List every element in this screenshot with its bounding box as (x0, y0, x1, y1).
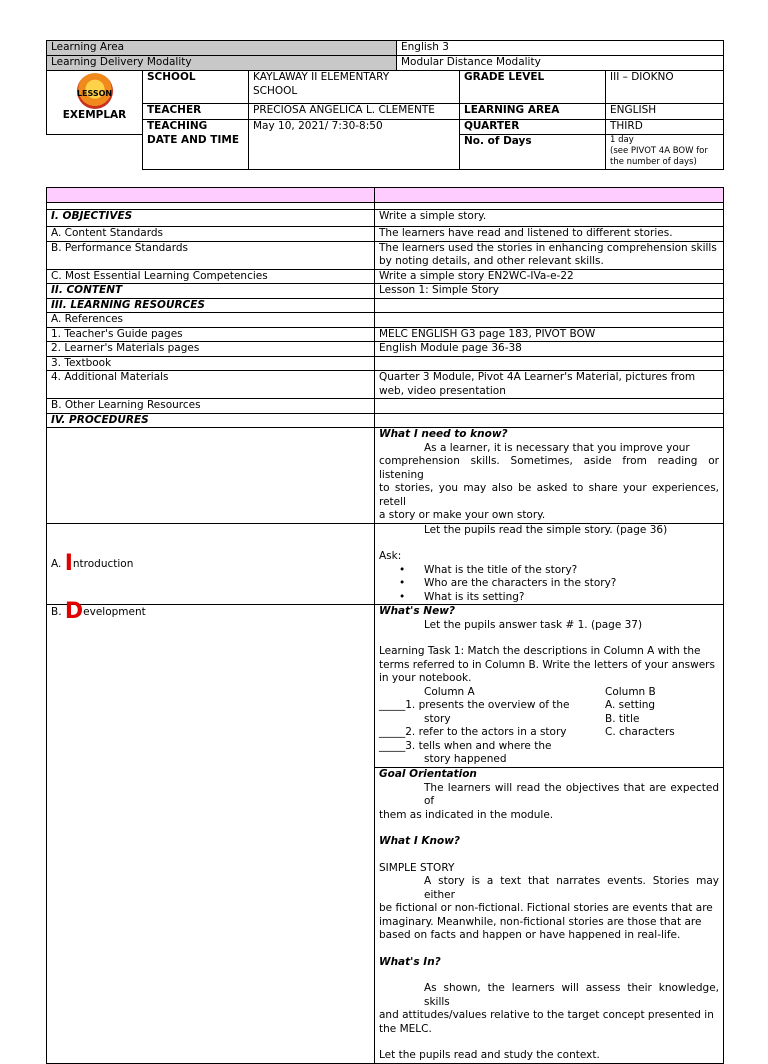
learning-resources-value (375, 298, 724, 313)
need-to-know-cell (375, 428, 724, 524)
learning-area-2-label: LEARNING AREA (460, 104, 606, 120)
column-b-header: Column B (605, 685, 656, 698)
what-i-know-title: What I Know? (379, 835, 460, 847)
teaching-date-label (143, 120, 249, 170)
teaching-label-line1: TEACHING (147, 120, 208, 132)
match-row-1 (379, 699, 719, 713)
additional-materials-value (375, 371, 724, 399)
need-to-know-title: What I need to know? (379, 428, 508, 440)
lesson-table (46, 187, 724, 1064)
logo-cell (47, 71, 143, 135)
learners-materials-label: 2. Learner's Materials pages (47, 342, 375, 357)
references-label: A. References (47, 313, 375, 328)
whats-new-block (375, 605, 723, 768)
question-2 (379, 577, 719, 591)
ask-label: Ask: (379, 550, 402, 562)
teacher-value: PRECIOSA ANGELICA L. CLEMENTE (249, 104, 460, 120)
learning-resources-label: III. LEARNING RESOURCES (47, 298, 375, 313)
teaching-date-value: May 10, 2021/ 7:30-8:50 (249, 120, 460, 170)
item-b2: B. title (605, 712, 640, 725)
new-line1: Let the pupils answer task # 1. (page 37) (424, 618, 643, 631)
learners-materials-value: English Module page 36-38 (375, 342, 724, 357)
ss-line2: be fictional or non-fictional. Fictional stories are events that are (379, 902, 713, 914)
spacer-left (47, 203, 375, 210)
in-line2: and attitudes/values relative to the target concept presented in (379, 1009, 714, 1021)
introduction-cell (375, 523, 724, 605)
ss-line4: based on facts and happen or have happened in real-life. (379, 929, 681, 941)
bullet-icon: • (399, 590, 406, 603)
days-line2: (see PIVOT 4A BOW for (610, 146, 708, 156)
content-label: II. CONTENT (47, 284, 375, 299)
item-a1: _____1. presents the overview of the (379, 699, 570, 711)
teaching-label-line2: DATE AND TIME (147, 133, 239, 146)
goal-line2: them as indicated in the module. (379, 808, 554, 821)
ss-line3: imaginary. Meanwhile, non-fictional stories are those that are (379, 915, 702, 928)
goal-block (375, 768, 723, 1063)
dev-prefix: B. (51, 606, 62, 618)
learning-area-value: English 3 (397, 41, 724, 56)
additional-line2: web, video presentation (379, 384, 506, 397)
introduction-label (47, 523, 375, 605)
in-line4: Let the pupils read and study the context. (379, 1049, 600, 1061)
bullet-icon: • (399, 577, 406, 589)
question-1-text: What is the title of the story? (424, 563, 578, 576)
need-line3: to stories, you may also be asked to share your experiences, retell (379, 482, 719, 508)
item-a2: _____2. refer to the actors in a story (379, 726, 567, 738)
match-row-2 (379, 726, 719, 740)
simple-story-heading: SIMPLE STORY (379, 861, 455, 874)
dev-big-letter: D (64, 599, 84, 624)
performance-standards-label: B. Performance Standards (47, 241, 375, 269)
perf-line1: The learners used the stories in enhancing comprehension skills (379, 241, 717, 254)
need-line1: As a learner, it is necessary that you improve your (424, 441, 690, 454)
modality-label: Learning Delivery Modality (47, 56, 397, 71)
question-2-text: Who are the characters in the story? (424, 577, 617, 589)
item-a1b: story (424, 712, 451, 725)
additional-materials-label: 4. Additional Materials (47, 371, 375, 399)
perf-line2: by noting details, and other relevant skills. (379, 255, 604, 267)
objectives-label: I. OBJECTIVES (47, 210, 375, 227)
task-line3: in your notebook. (379, 672, 472, 684)
need-line2: comprehension skills. Sometimes, aside from reading or listening (379, 455, 719, 481)
melc-label: C. Most Essential Learning Competencies (47, 269, 375, 284)
header-top-table (46, 40, 724, 71)
melc-value: Write a simple story EN2WC-IVa-e-22 (375, 269, 724, 284)
school-label: SCHOOL (143, 71, 249, 104)
learning-area-label: Learning Area (47, 41, 397, 56)
spacer-right (375, 203, 724, 210)
content-value: Lesson 1: Simple Story (375, 284, 724, 299)
item-a3: _____3. tells when and where the (379, 739, 552, 752)
teachers-guide-value: MELC ENGLISH G3 page 183, PIVOT BOW (375, 327, 724, 342)
school-value-line2: SCHOOL (253, 84, 298, 97)
teachers-guide-label: 1. Teacher's Guide pages (47, 327, 375, 342)
quarter-label: QUARTER (460, 120, 606, 135)
exemplar-label: EXEMPLAR (62, 109, 127, 121)
intro-prefix: A. (51, 557, 62, 570)
performance-standards-value (375, 241, 724, 269)
in-line1: As shown, the learners will assess their knowledge, skills (424, 982, 719, 1008)
days-line3: the number of days) (610, 157, 697, 167)
item-a3b: story happened (424, 753, 507, 765)
development-label (47, 599, 375, 1064)
question-1 (379, 564, 719, 578)
content-standards-value: The learners have read and listened to different stories. (375, 227, 724, 242)
teacher-label: TEACHER (143, 104, 249, 120)
whats-new-title: What's New? (379, 605, 455, 617)
objectives-value: Write a simple story. (375, 210, 724, 227)
dev-rest: evelopment (83, 606, 146, 618)
learning-area-2-value: ENGLISH (606, 104, 724, 120)
pink-header-right (375, 188, 724, 203)
goal-orientation-title: Goal Orientation (379, 768, 477, 780)
question-3-text: What is its setting? (424, 590, 525, 603)
days-value (606, 135, 724, 170)
header-info-table (46, 70, 724, 170)
grade-level-value: III – DIOKNO (606, 71, 724, 104)
column-headers (379, 686, 719, 700)
textbook-label: 3. Textbook (47, 356, 375, 371)
other-resources-label: B. Other Learning Resources (47, 399, 375, 414)
pink-header-left (47, 188, 375, 203)
other-resources-value (375, 399, 724, 414)
ss-line1: A story is a text that narrates events. Stories may either (424, 875, 719, 901)
grade-level-label: GRADE LEVEL (460, 71, 606, 104)
intro-rest: ntroduction (72, 557, 134, 570)
whats-in-title: What's In? (379, 955, 441, 968)
column-a-header: Column A (424, 685, 475, 698)
procedures-value (375, 413, 724, 428)
need-to-know-left (47, 428, 375, 524)
additional-line1: Quarter 3 Module, Pivot 4A Learner's Material, pictures from (379, 371, 696, 383)
item-b3: C. characters (605, 726, 675, 738)
task-line2: terms referred to in Column B. Write the letters of your answers (379, 658, 715, 671)
days-label: No. of Days (460, 135, 606, 170)
logo-text: LESSON (76, 89, 113, 98)
quarter-value: THIRD (606, 120, 724, 135)
logo-spacer (47, 135, 143, 170)
need-line4: a story or make your own story. (379, 509, 546, 521)
in-line3: the MELC. (379, 1022, 432, 1035)
lesson-logo (77, 73, 113, 109)
match-row-1b (379, 713, 719, 727)
bullet-icon: • (399, 563, 406, 576)
intro-big-letter: I (64, 550, 73, 576)
question-3 (379, 591, 719, 605)
task-line1: Learning Task 1: Match the descriptions in Column A with the (379, 645, 701, 657)
content-standards-label: A. Content Standards (47, 227, 375, 242)
school-value-line1: KAYLAWAY II ELEMENTARY (253, 71, 390, 83)
intro-read: Let the pupils read the simple story. (page 36) (424, 523, 668, 536)
procedures-label: IV. PROCEDURES (47, 413, 375, 428)
development-cell (375, 605, 724, 1064)
school-value (249, 71, 460, 104)
days-line1: 1 day (610, 135, 634, 145)
goal-line1: The learners will read the objectives that are expected of (424, 781, 719, 807)
references-value (375, 313, 724, 328)
textbook-value (375, 356, 724, 371)
modality-value: Modular Distance Modality (397, 56, 724, 71)
item-b1: A. setting (605, 699, 656, 711)
